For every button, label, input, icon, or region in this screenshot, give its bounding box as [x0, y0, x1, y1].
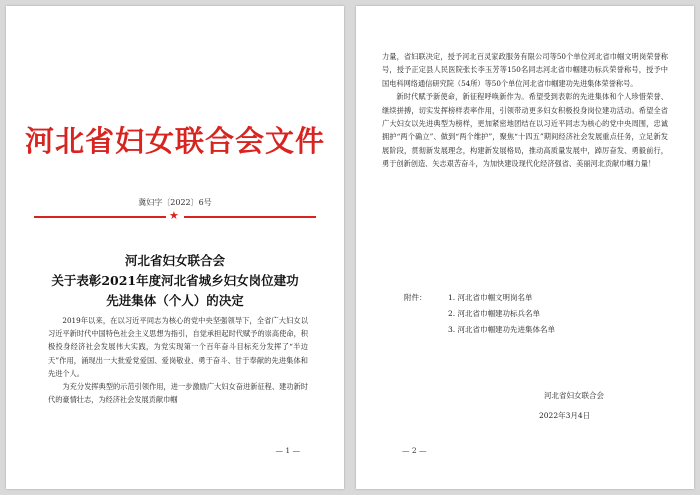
signer: 河北省妇女联合会 — [544, 391, 604, 400]
red-divider-right — [184, 216, 316, 218]
page-number: — 2 — — [402, 446, 427, 455]
body-text — [382, 50, 668, 171]
red-star-icon: ★ — [169, 209, 179, 222]
decision-title — [6, 251, 344, 311]
body-paragraph: 2019年以来，在以习近平同志为核心的党中央坚强领导下，全省广大妇女以习近平新时代中国特色社会主义思想为指引，自觉承担起时代赋予的崇高使命，积极投身经济社会发展伟大实践，为党实现第一个百年奋斗目标充分发挥了“半边天”作用，涌现出一大批爱党爱国、爱岗敬业、勇于奋斗、甘于奉献的先进集体和先进个人。 — [48, 316, 308, 378]
date: 2022年3月4日 — [539, 411, 591, 420]
body-text — [48, 314, 308, 406]
body-paragraph: 力量，省妇联决定，授予河北百灵家政服务有限公司等50个单位河北省巾帼文明岗荣誉称号，授予正定县人民医院张长李玉芳等150名同志河北省巾帼建功标兵荣誉称号，授予中国电科网络通信研究院（54所）等50个单位河北省巾帼建功先进集体荣誉称号。 — [382, 52, 668, 88]
page-number: — 1 — — [275, 446, 300, 455]
title-line: 关于表彰2021年度河北省城乡妇女岗位建功 — [51, 273, 299, 288]
attachments-list — [404, 290, 555, 338]
attachments-label: 附件： — [404, 293, 427, 302]
title-line: 先进集体（个人）的决定 — [106, 293, 244, 308]
red-divider-left — [34, 216, 166, 218]
body-paragraph: 为充分发挥典型的示范引领作用，进一步激励广大妇女奋进新征程、建功新时代的豪情壮志，为经济社会发展贡献巾帼 — [48, 382, 308, 405]
attachment-item: 2. 河北省巾帼建功标兵名单 — [448, 309, 541, 318]
title-line: 河北省妇女联合会 — [124, 253, 225, 268]
document-number: 冀妇字〔2022〕6号 — [138, 198, 212, 207]
attachment-item: 3. 河北省巾帼建功先进集体名单 — [448, 325, 556, 334]
document-page-2 — [356, 6, 694, 489]
attachment-item: 1. 河北省巾帼文明岗名单 — [448, 293, 533, 302]
document-page-1 — [6, 6, 344, 489]
document-header-title: 河北省妇女联合会文件 — [24, 124, 325, 158]
body-paragraph: 新时代赋予新使命，新征程呼唤新作为。希望受到表彰的先进集体和个人珍惜荣誉、继续拼搏，切实发挥榜样表率作用，引领带动更多妇女积极投身岗位建功活动。希望全省广大妇女以先进典型为榜样，更加紧密地团结在以习近平同志为核心的党中央周围，忠诚拥护“两个确立”、做到“两个维护”，聚焦“十四五”期间经济社会发展重点任务，立足新发展阶段，贯彻新发展理念，构建新发展格局，推动高质量发展中，踔厉奋发、勇毅前行，勇于创新创造、矢志艰苦奋斗，为加快建设现代化经济强省、美丽河北贡献巾帼力量！ — [382, 92, 668, 169]
